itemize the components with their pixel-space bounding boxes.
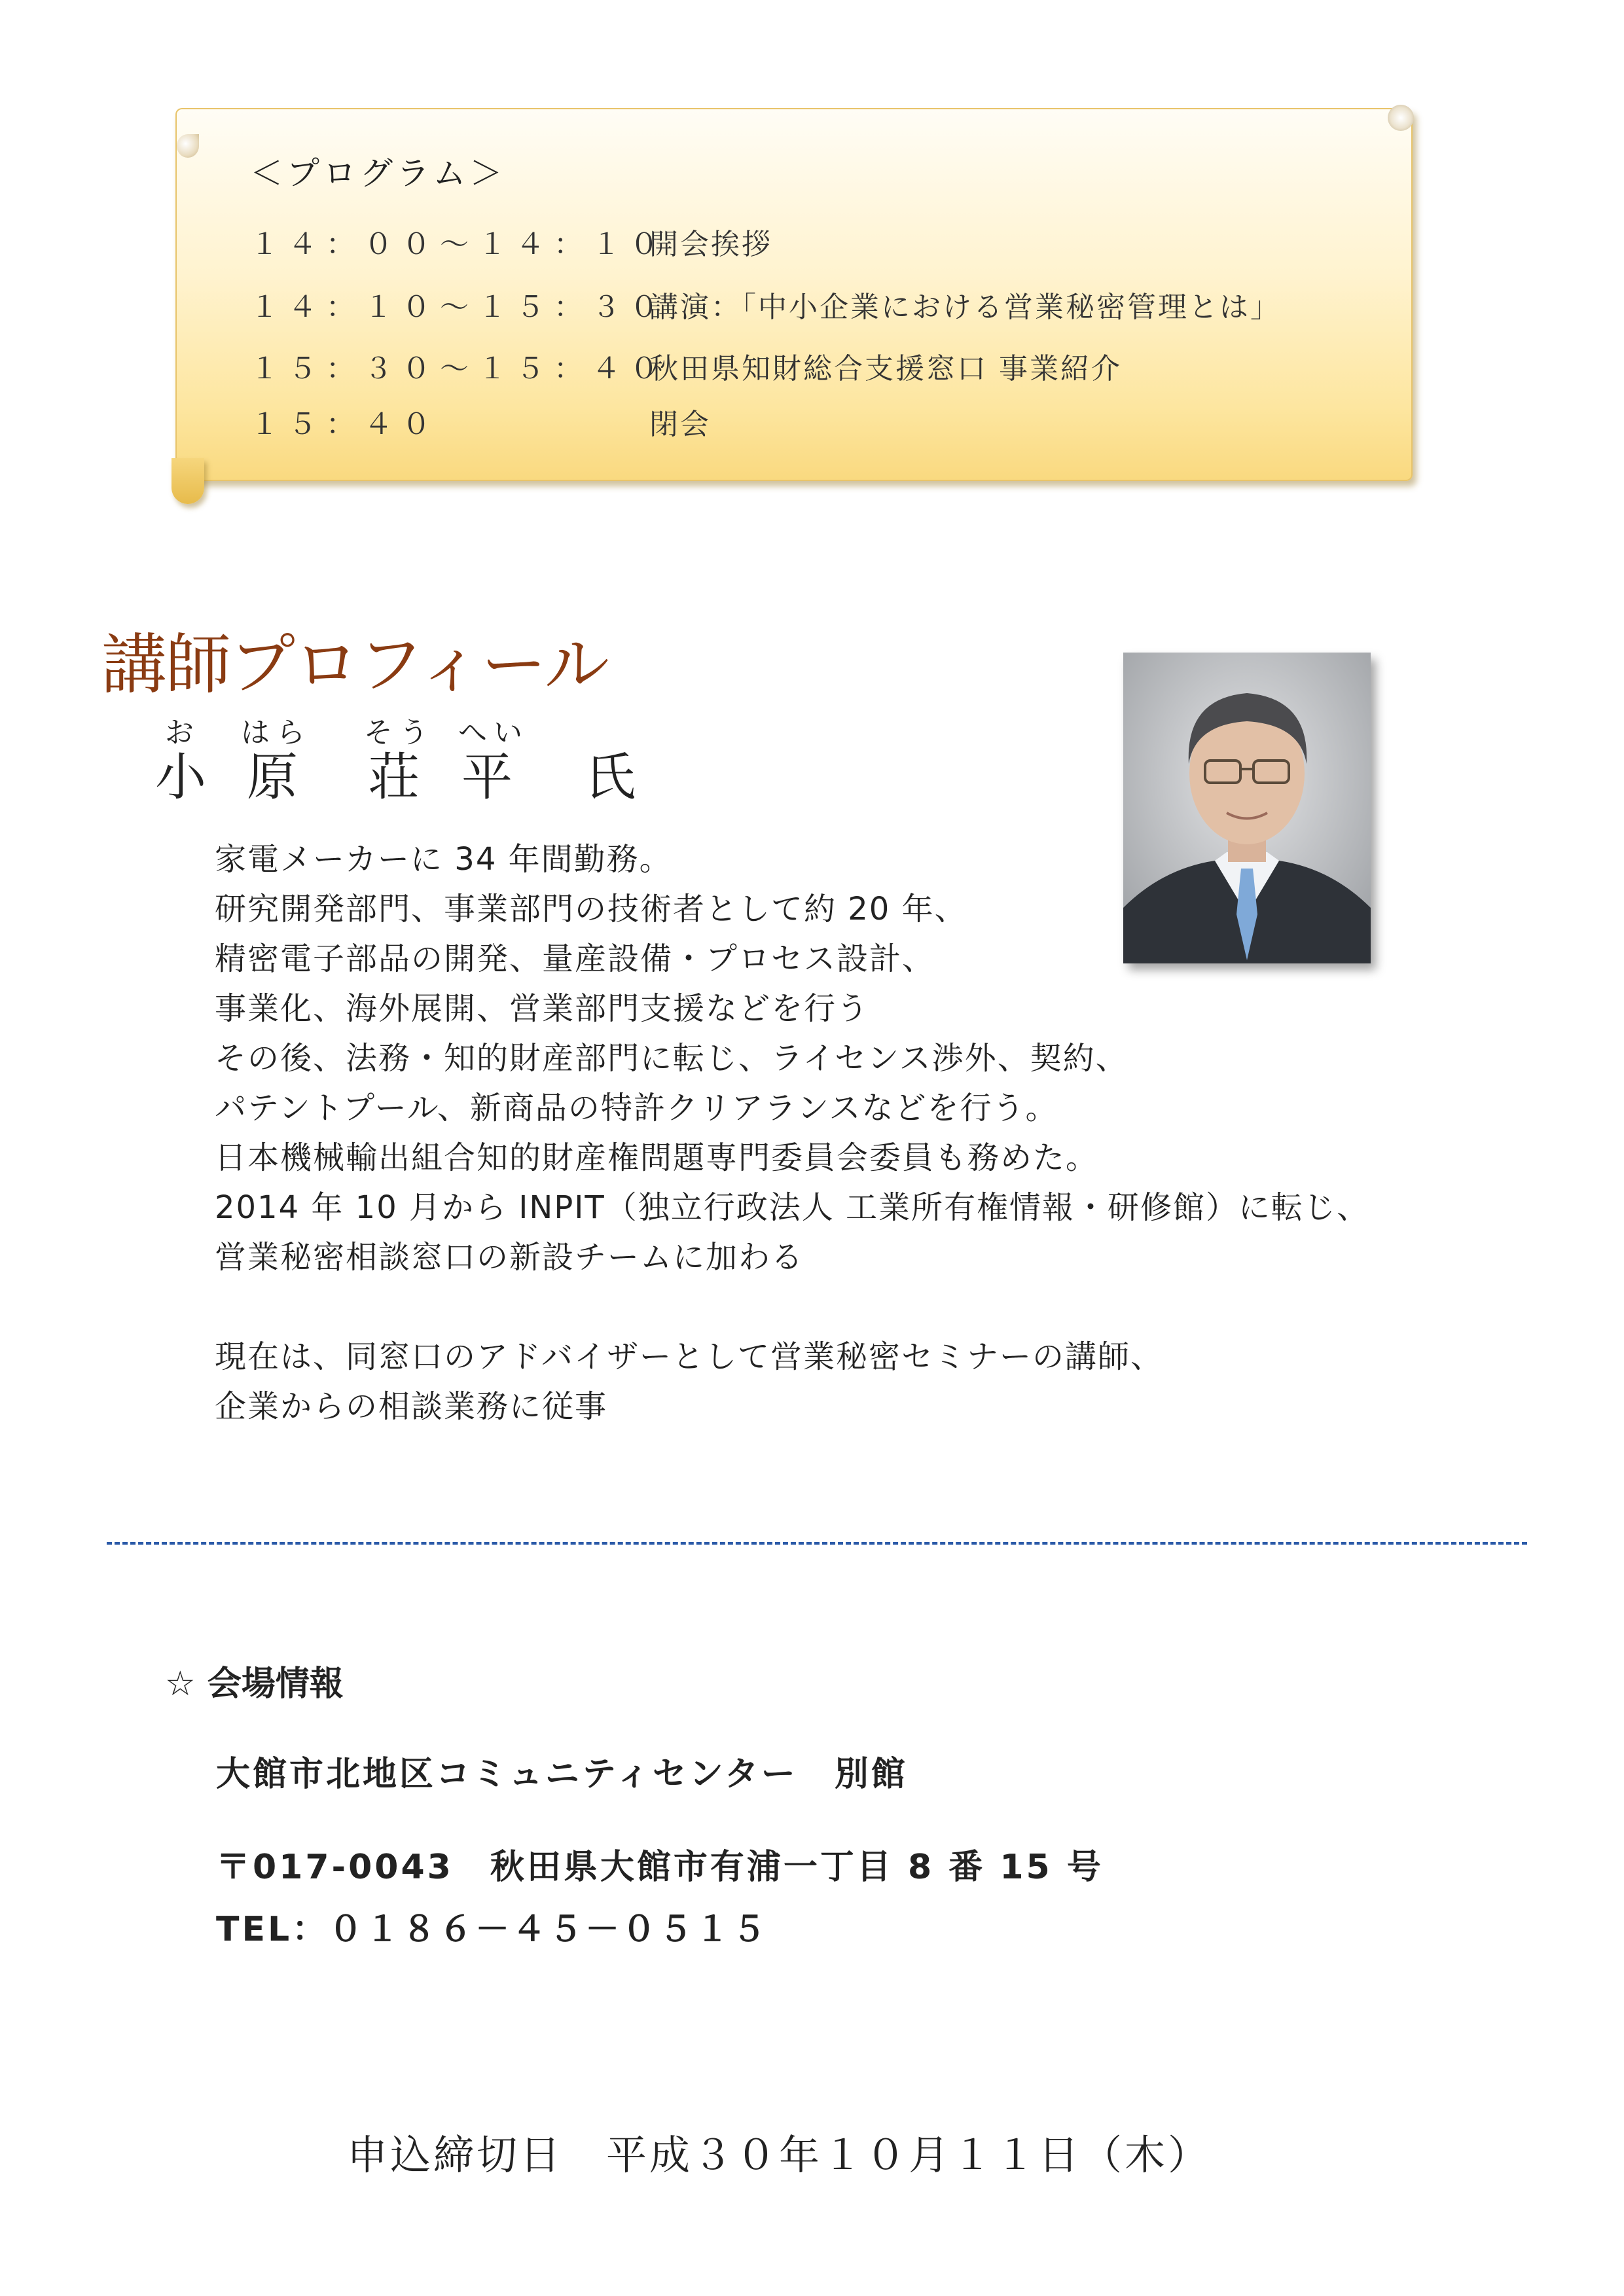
speaker-name-char: 氏 (585, 748, 636, 807)
speaker-name-char: 荘 (369, 748, 420, 807)
program-row (250, 401, 711, 442)
program-time: １５：４０ (250, 408, 440, 441)
dashed-divider (107, 1542, 1527, 1545)
scroll-curl-top-left (177, 134, 199, 158)
bio-line: 2014 年 10 月から INPIT（独立行政法人 工業所有権情報・研修館）に転じ、 (215, 1189, 1370, 1226)
venue-address: 〒017-0043 秋田県大館市有浦一丁目 8 番 15 号 (216, 1848, 1104, 1887)
name-ruby: へい (458, 716, 529, 749)
program-time: １５：３０～１５：４０ (250, 352, 668, 386)
speaker-bio (215, 834, 1369, 1431)
venue-heading: ☆ 会場情報 (165, 1664, 344, 1704)
program-item: 秋田県知財総合支援窓口 事業紹介 (649, 352, 1122, 386)
bio-line: 事業化、海外展開、営業部門支援などを行う (215, 990, 870, 1027)
speaker-name-char: 原 (247, 748, 298, 807)
scroll-curl-top-right (1388, 105, 1414, 131)
program-item: 閉会 (649, 408, 711, 441)
profile-heading: 講師プロフィール (101, 626, 608, 703)
program-title: ＜プログラム＞ (250, 154, 507, 192)
program-time: １４：００～１４：１０ (250, 228, 668, 261)
program-row (250, 221, 772, 262)
speaker-name-char: 小 (155, 748, 207, 807)
bio-line: 家電メーカーに 34 年間勤務。 (215, 841, 672, 878)
bio-line: 営業秘密相談窓口の新設チームに加わる (215, 1239, 804, 1276)
program-row (250, 345, 1122, 387)
program-row (250, 283, 1281, 325)
scroll-curl-bottom-left (171, 458, 204, 504)
program-item: 開会挨拶 (649, 228, 772, 261)
name-ruby: はら (241, 716, 312, 749)
bio-line: 精密電子部品の開発、量産設備・プロセス設計、 (215, 941, 935, 977)
bio-line: 研究開発部門、事業部門の技術者として約 20 年、 (215, 891, 967, 927)
bio-line: 日本機械輸出組合知的財産権問題専門委員会委員も務めた。 (215, 1139, 1099, 1176)
name-ruby: そう (364, 716, 435, 749)
bio-line: パテントプール、新商品の特許クリアランスなどを行う。 (215, 1090, 1058, 1126)
program-item: 講演：「中小企業における営業秘密管理とは」 (649, 291, 1281, 324)
application-deadline: 申込締切日 平成３０年１０月１１日（木） (347, 2131, 1212, 2179)
speaker-name-char: 平 (461, 748, 513, 807)
venue-tel: TEL：０１８６－４５－０５１５ (216, 1910, 769, 1949)
venue-name: 大館市北地区コミュニティセンター 別館 (216, 1755, 908, 1794)
name-ruby: お (165, 716, 200, 749)
program-time: １４：１０～１５：３０ (250, 291, 668, 324)
bio-line: 現在は、同窓口のアドバイザーとして営業秘密セミナーの講師、 (215, 1338, 1164, 1375)
bio-line: 企業からの相談業務に従事 (215, 1388, 608, 1425)
bio-line: その後、法務・知的財産部門に転じ、ライセンス渉外、契約、 (215, 1040, 1128, 1077)
